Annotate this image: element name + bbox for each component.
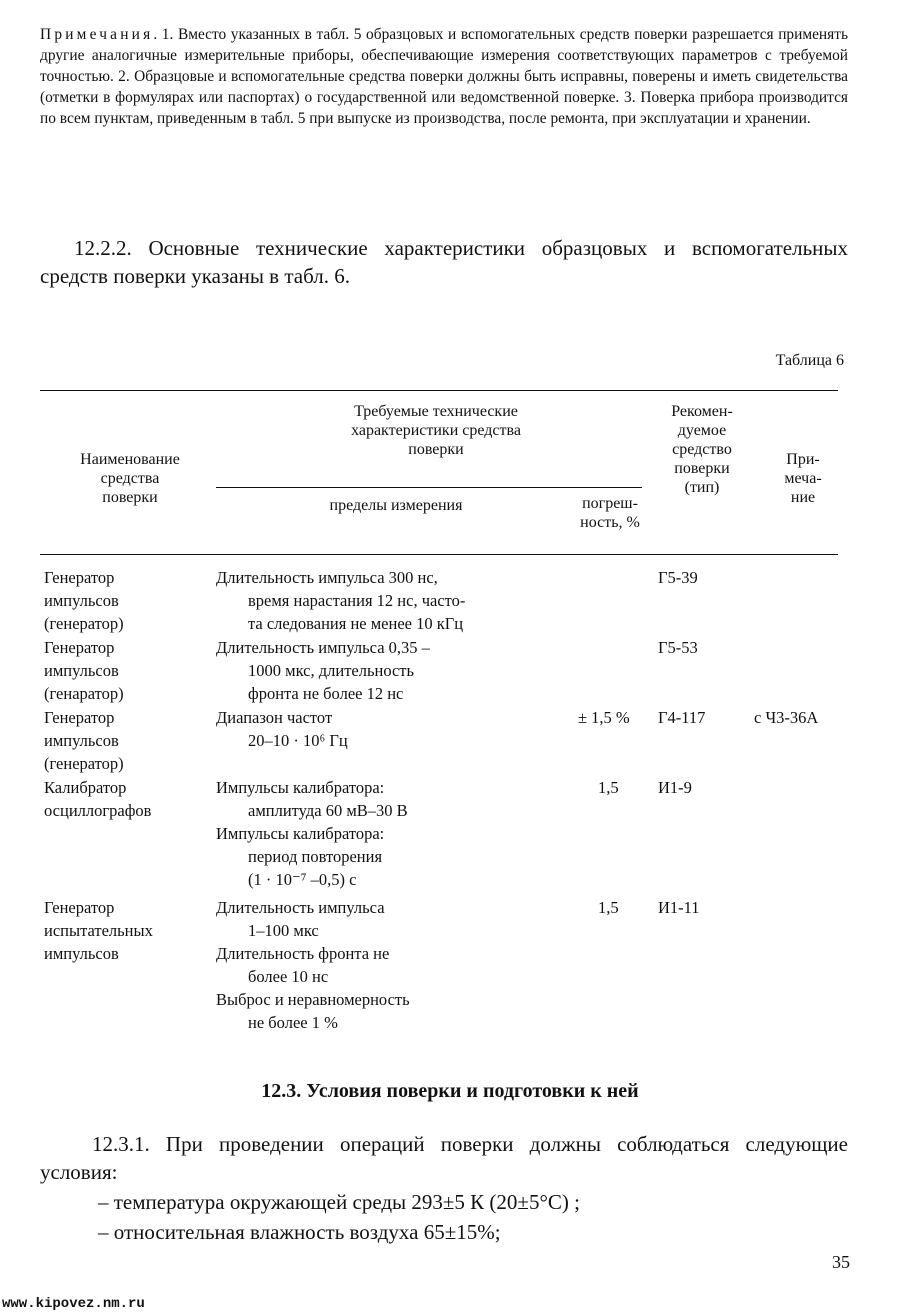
header-limits: пределы измерения [329,497,463,514]
paragraph-12-3-1: 12.3.1. При проведении операций поверки должны соблюдаться следующие условия: [40,1132,848,1184]
header-recommended-type: Рекомен- дуемое средство поверки (тип) [671,403,733,496]
header-error: погреш- ность, % [580,495,640,531]
table-row-1-type: Г5-39 [658,568,698,587]
table-row-5-error: 1,5 [598,898,619,917]
header-name: Наименование средства поверки [80,451,180,506]
table-row-2-type: Г5-53 [658,638,698,657]
table-row-4-name: Калибратор осциллографов [44,778,152,820]
section-title-12-3: 12.3. Условия поверки и подготовки к ней [261,1080,639,1102]
table-header-inner-rule [216,487,642,488]
table-row-5-limits: Длительность импульса 1–100 мкс Длительность фронта не более 10 нс Выброс и неравномерность не более 1 % [216,898,410,1032]
table-row-1-limits: Длительность импульса 300 нс, время нарастания 12 нс, часто- та следования не менее 10 кГц [216,568,466,633]
table-top-rule [40,390,838,391]
table-row-4-type: И1-9 [658,778,692,797]
watermark-url: www.kipovez.nm.ru [2,1296,145,1312]
notes-text: . 1. Вместо указанных в табл. 5 образцовых и вспомогательных средств поверки разрешается применять другие аналогичные измерительные приборы, обеспечивающие измерения соответствующих параметров с требуемой точностью. 2. Образцовые и вспомогательные средства поверки должны быть исправны, поверены и иметь свидетельства (отметки в формулярах или паспортах) о государственной или ведомственной поверке. 3. Поверка прибора производится по всем пунктам, приведенным в табл. 5 при выпуске из производства, после ремонта, при эксплуатации и хранении. [40,26,848,127]
notes-paragraph [40,24,848,129]
header-note: При- меча- ние [784,451,822,506]
list-item-temperature: – температура окружающей среды 293±5 К (20±5°С) ; [98,1190,580,1214]
table-row-3-type: Г4-117 [658,708,706,727]
table-row-3-limits: Диапазон частот 20–10 · 10⁶ Гц [216,708,348,750]
table-row-5-type: И1-11 [658,898,700,917]
table-row-4-limits: Импульсы калибратора: амплитуда 60 мВ–30 В Импульсы калибратора: период повторения (1 · 10⁻⁷ –0,5) с [216,778,408,889]
table-row-5-name: Генератор испытательных импульсов [44,898,153,963]
notes-label: Примечания [40,26,154,43]
table-row-3-name: Генератор импульсов (генератор) [44,708,124,773]
table-row-3-error: ± 1,5 % [578,708,630,727]
paragraph-12-2-2: 12.2.2. Основные технические характеристики образцовых и вспомогательных средств поверки указаны в табл. 6. [40,236,848,288]
table-row-1-name: Генератор импульсов (генератор) [44,568,124,633]
list-item-humidity: – относительная влажность воздуха 65±15%; [98,1220,501,1244]
header-required-characteristics: Требуемые технические характеристики средства поверки [351,403,521,458]
table-row-3-note: с Ч3-36А [754,708,819,727]
table-caption: Таблица 6 [775,352,844,369]
table-row-2-limits: Длительность импульса 0,35 – 1000 мкс, длительность фронта не более 12 нс [216,638,430,703]
table-row-4-error: 1,5 [598,778,619,797]
table-row-2-name: Генератор импульсов (генаратор) [44,638,124,703]
table-header-bottom-rule [40,554,838,555]
page-number: 35 [832,1252,850,1272]
